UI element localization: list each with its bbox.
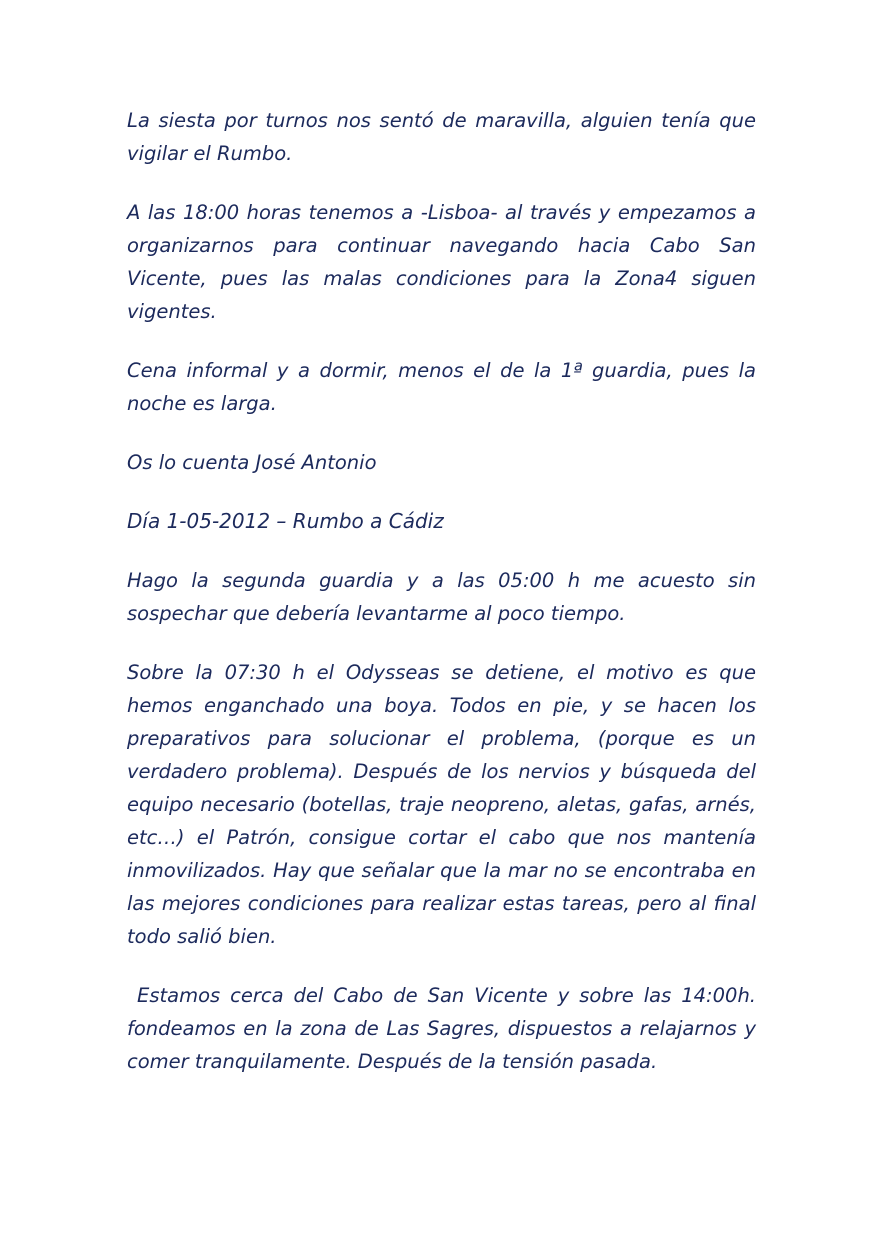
paragraph-sagres: Estamos cerca del Cabo de San Vicente y sobre las 14:00h. fondeamos en la zona de Las Sagres, dispuestos a relajarnos y comer tranquilamente. Después de la tensión pasada. (127, 984, 769, 1073)
paragraph-siesta: La siesta por turnos nos sentó de maravilla, alguien tenía que vigilar el Rumbo. (127, 109, 756, 165)
day-heading: Día 1-05-2012 – Rumbo a Cádiz (127, 509, 444, 533)
paragraph-cena: Cena informal y a dormir, menos el de la 1ª guardia, pues la noche es larga. (127, 359, 756, 415)
document-body (127, 104, 769, 1104)
paragraph-author: Os lo cuenta José Antonio (127, 451, 377, 474)
paragraph-guardia: Hago la segunda guardia y a las 05:00 h me acuesto sin sospechar que debería levantarme al poco tiempo. (127, 569, 756, 625)
paragraph-boya: Sobre la 07:30 h el Odysseas se detiene, el motivo es que hemos enganchado una boya. Todos en pie, y se hacen los preparativos para solucionar el problema, (porque es un verdadero problema). Después de los nervios y búsqueda del equipo necesario (botellas, traje neopreno, aletas, gafas, arnés, etc…) el Patrón, consigue cortar el cabo que nos mantenía inmovilizados. Hay que señalar que la mar no se encontraba en las mejores condiciones para realizar estas tareas, pero al final todo salió bien. (127, 661, 756, 948)
paragraph-lisboa: A las 18:00 horas tenemos a -Lisboa- al través y empezamos a organizarnos para continuar navegando hacia Cabo San Vicente, pues las malas condiciones para la Zona4 siguen vigentes. (127, 201, 756, 323)
